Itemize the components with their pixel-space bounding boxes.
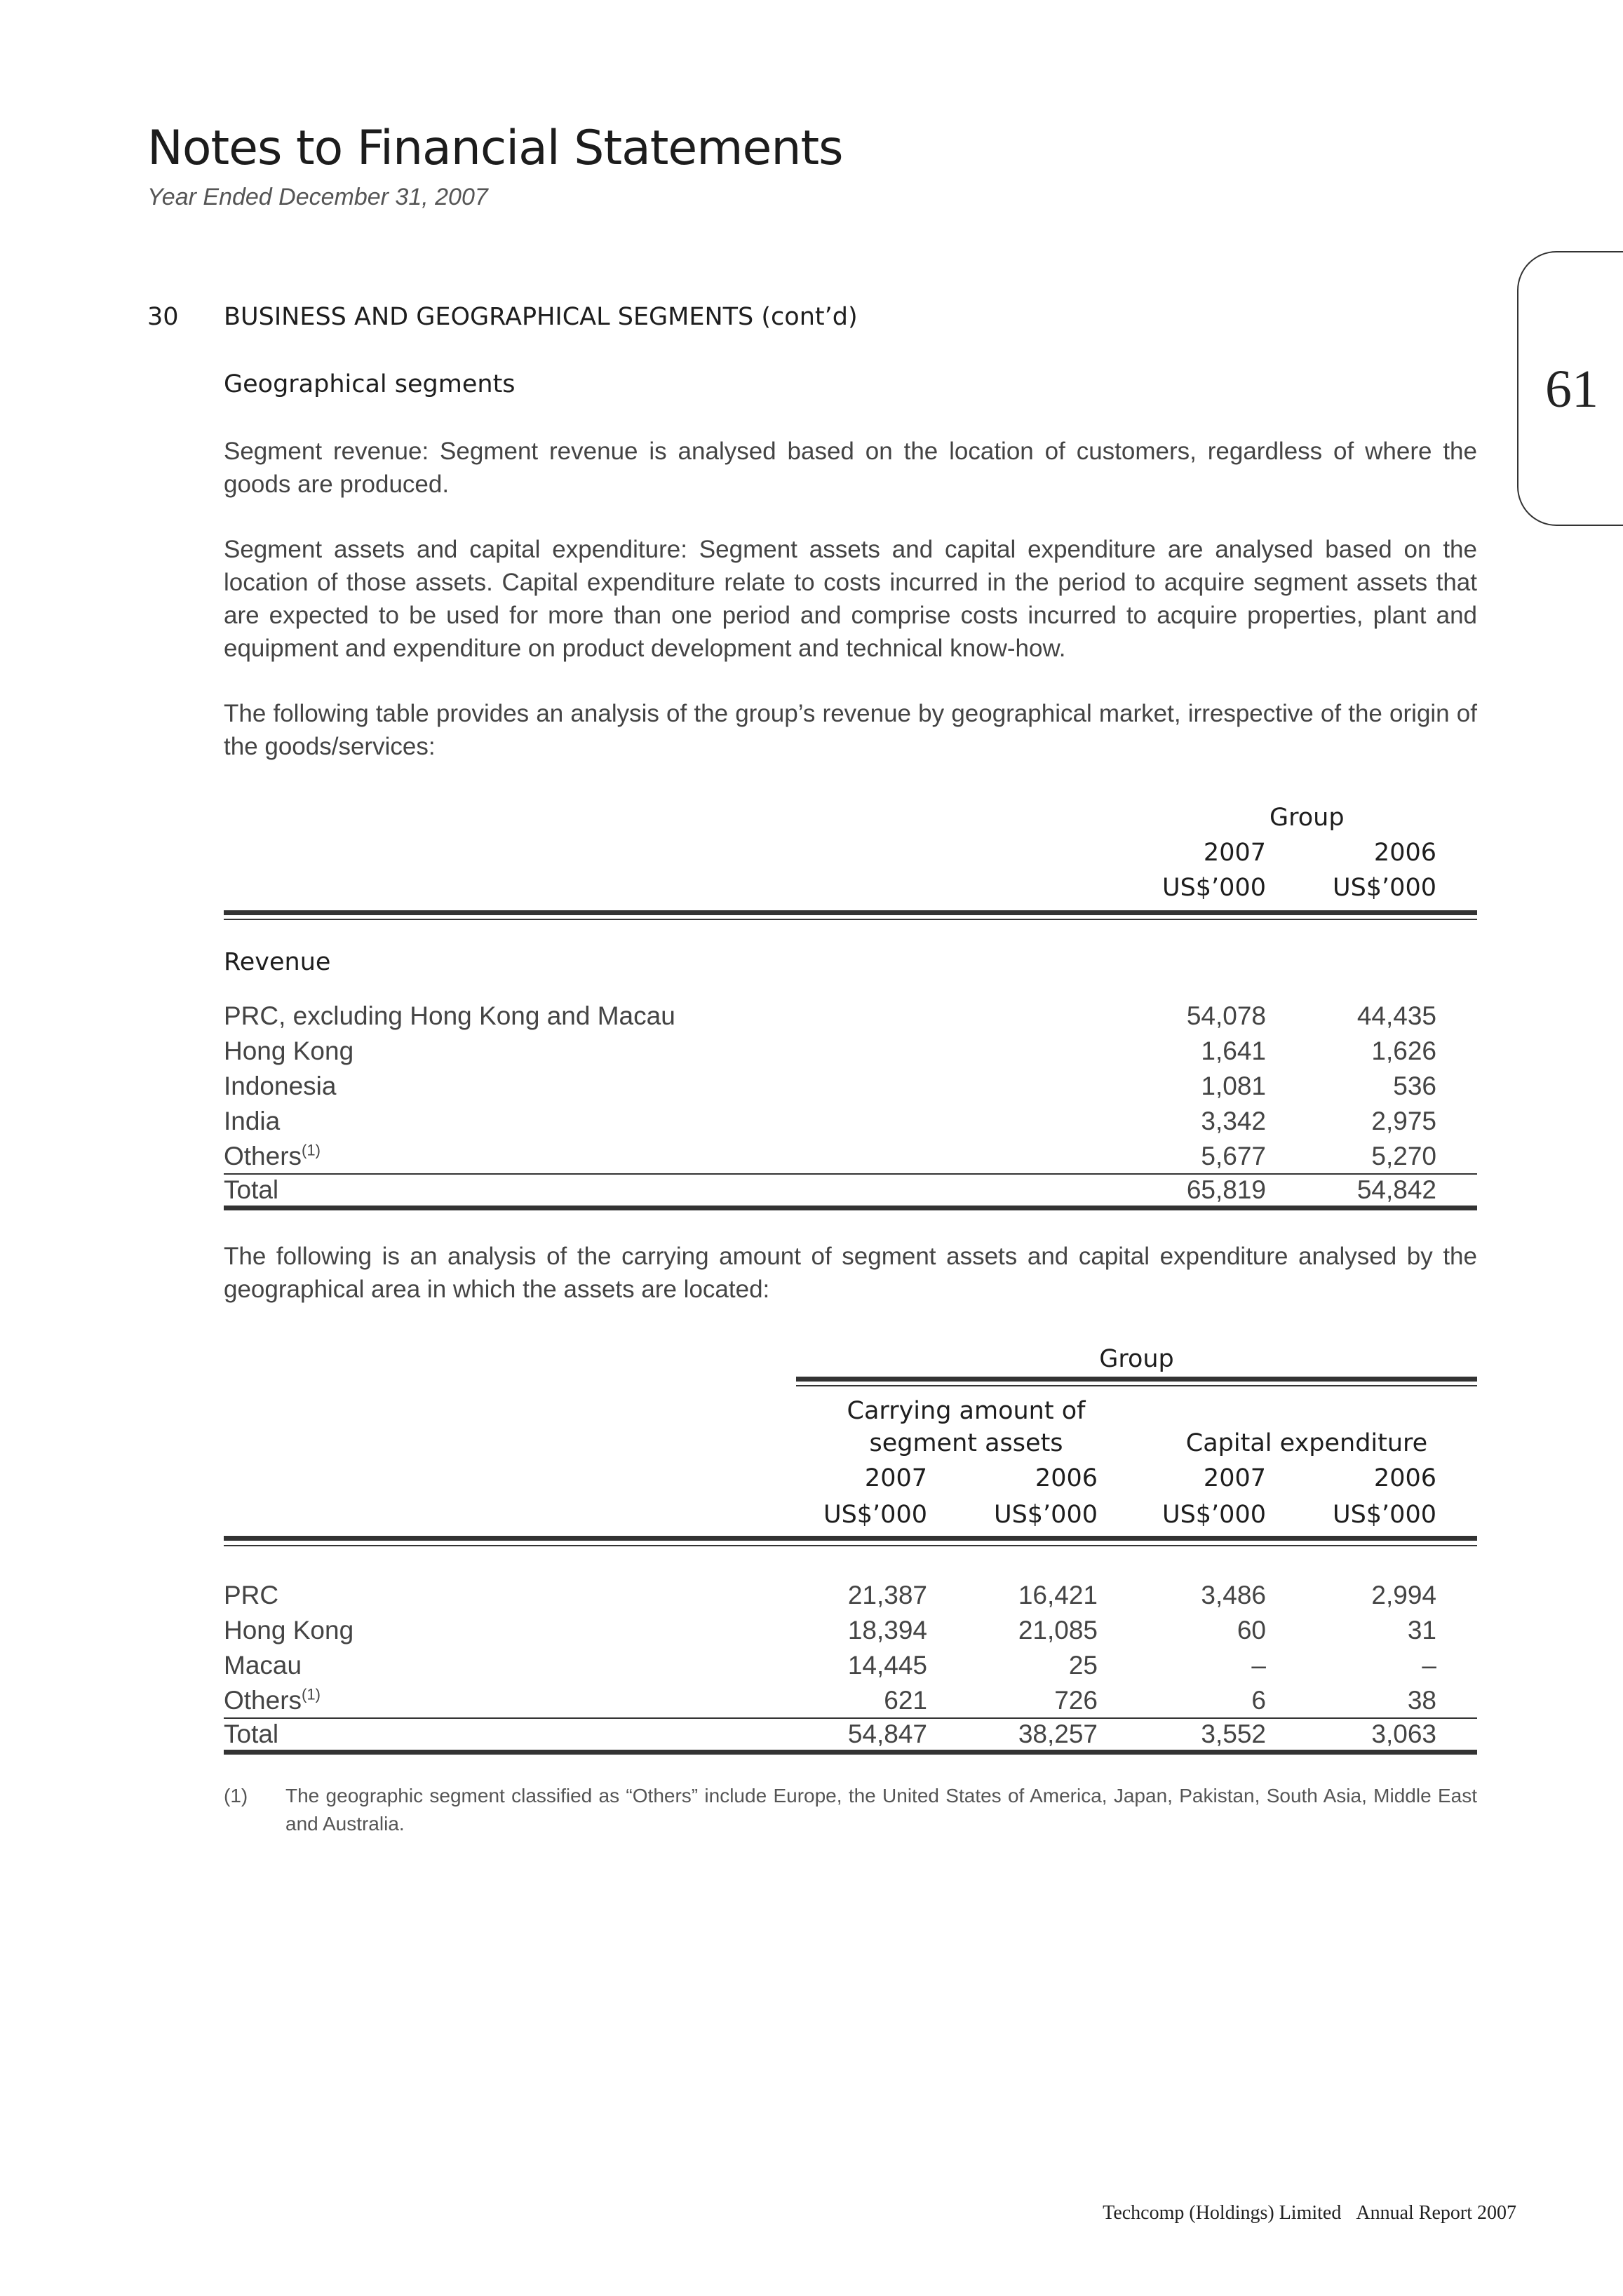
table2-header-rule-thin: [224, 1545, 1477, 1546]
table2-cell: 16,421: [1018, 1581, 1098, 1609]
table1-cell: 5,270: [1371, 1142, 1436, 1170]
table2-cell: –: [1251, 1651, 1266, 1680]
section-title: BUSINESS AND GEOGRAPHICAL SEGMENTS (cont’d): [224, 303, 858, 331]
table2-bottom-rule: [224, 1750, 1477, 1755]
table2-row-label: Others$^{(1)}$: [224, 1685, 321, 1715]
table2-unit: US$’000: [993, 1501, 1098, 1529]
table1-cell: 536: [1393, 1072, 1436, 1100]
table2-cell: 31: [1407, 1616, 1436, 1645]
table2-cell: 14,445: [847, 1651, 927, 1680]
table2-col-group-carrying-line1: Carrying amount of: [847, 1397, 1086, 1425]
table2-year: 2006: [1035, 1464, 1098, 1492]
table2-total-rule: [224, 1717, 1477, 1719]
table1-cell: 54,078: [1186, 1001, 1266, 1030]
table1-cell: 3,342: [1201, 1107, 1266, 1135]
footer-company: Techcomp (Holdings) Limited: [1103, 2202, 1342, 2224]
table2-cell: 21,085: [1018, 1616, 1098, 1645]
table2-year: 2006: [1373, 1464, 1436, 1492]
table1-bottom-rule: [224, 1206, 1477, 1210]
table1-cell: 1,626: [1371, 1036, 1436, 1065]
footnote-text: The geographic segment classified as “Others” include Europe, the United States of America, Japan, Pakistan, South Asia, Middle East and Australia.: [285, 1785, 1477, 1835]
table2-group-rule-thin: [796, 1385, 1477, 1386]
table2-cell: 18,394: [847, 1616, 927, 1645]
table2-total-label: Total: [224, 1720, 279, 1748]
table2-row-label: Hong Kong: [224, 1616, 354, 1645]
table2-row-label: PRC: [224, 1581, 279, 1609]
table1-section-label: Revenue: [224, 948, 331, 976]
table2-col-group-carrying-line2: segment assets: [869, 1429, 1063, 1457]
table2-group-header: Group: [1099, 1345, 1174, 1373]
paragraph-assets-intro: The following is an analysis of the carrying amount of segment assets and capital expenditure analysed by the geographical area in which the assets are located:: [224, 1243, 1477, 1303]
footnote-marker: (1): [302, 1141, 321, 1159]
page-footer: [1103, 2202, 1516, 2224]
footnote-marker-label: (1): [224, 1785, 248, 1807]
table2-total-cell: 3,063: [1371, 1720, 1436, 1748]
table2-cell: 21,387: [847, 1581, 927, 1609]
page-subtitle: Year Ended December 31, 2007: [147, 184, 488, 210]
table2-cell: 38: [1407, 1686, 1436, 1715]
table1-cell: 1,081: [1201, 1072, 1266, 1100]
page-number-tab: [1517, 251, 1623, 526]
table1-row-label: Hong Kong: [224, 1036, 354, 1065]
table1-row-label: PRC, excluding Hong Kong and Macau: [224, 1001, 675, 1030]
table1-group-header: Group: [1270, 804, 1345, 832]
table1-total-cell: 65,819: [1186, 1175, 1266, 1204]
table2-unit: US$’000: [1161, 1501, 1266, 1529]
table1-cell: 44,435: [1356, 1001, 1436, 1030]
section-number: 30: [147, 303, 179, 331]
table1-header-rule: [224, 910, 1477, 915]
table1-row-label: India: [224, 1107, 281, 1135]
table2-total-cell: 38,257: [1018, 1720, 1098, 1748]
table1-cell: 5,677: [1201, 1142, 1266, 1170]
page-title: Notes to Financial Statements: [147, 121, 843, 176]
table2-cell: 621: [884, 1686, 927, 1715]
table2-total-cell: 54,847: [847, 1720, 927, 1748]
table1-year-2007: 2007: [1203, 839, 1266, 867]
paragraph-segment-revenue: Segment revenue: Segment revenue is analysed based on the location of customers, regardless of where the goods are produced.: [224, 438, 1477, 498]
table2-group-rule: [796, 1377, 1477, 1382]
table2-cell: 726: [1054, 1686, 1098, 1715]
table2-col-group-capex: Capital expenditure: [1185, 1429, 1428, 1457]
footnote-marker: (1): [302, 1685, 321, 1703]
table2-total-cell: 3,552: [1201, 1720, 1266, 1748]
table1-total-cell: 54,842: [1356, 1175, 1436, 1204]
table1-header-rule-thin: [224, 919, 1477, 920]
table2-cell: 6: [1251, 1686, 1266, 1715]
paragraph-revenue-intro: The following table provides an analysis of the group’s revenue by geographical market, irrespective of the origin of the goods/services:: [224, 700, 1477, 760]
table1-year-2006: 2006: [1373, 839, 1436, 867]
table2-cell: 2,994: [1371, 1581, 1436, 1609]
table2-header-rule: [224, 1536, 1477, 1541]
table1-total-label: Total: [224, 1175, 279, 1204]
table1-row-label: Indonesia: [224, 1072, 337, 1100]
table2-year: 2007: [1203, 1464, 1266, 1492]
table2-year: 2007: [864, 1464, 927, 1492]
table1-total-rule: [224, 1173, 1477, 1175]
table2-cell: 60: [1237, 1616, 1266, 1645]
paragraph-segment-assets: Segment assets and capital expenditure: Segment assets and capital expenditure are analysed based on the location of those assets. Capital expenditure relate to costs incurred in the period to acquire segment assets that are expected to be used for more than one period and comprise costs incurred to acquire properties, plant and equipment and expenditure on product development and technical know-how.: [224, 536, 1477, 662]
table2-cell: 25: [1068, 1651, 1098, 1680]
table2-unit: US$’000: [1332, 1501, 1436, 1529]
table1-unit-2007: US$’000: [1161, 874, 1266, 902]
table2-cell: 3,486: [1201, 1581, 1266, 1609]
table1-unit-2006: US$’000: [1332, 874, 1436, 902]
page-number: 61: [1545, 360, 1598, 419]
table2-cell: –: [1422, 1651, 1436, 1680]
footer-report: Annual Report 2007: [1356, 2202, 1516, 2224]
table2-row-label: Macau: [224, 1651, 302, 1680]
table1-row-label: Others$^{(1)}$: [224, 1141, 321, 1170]
table1-cell: 1,641: [1201, 1036, 1266, 1065]
section-subheading: Geographical segments: [224, 370, 516, 398]
table1-cell: 2,975: [1371, 1107, 1436, 1135]
table2-unit: US$’000: [823, 1501, 927, 1529]
